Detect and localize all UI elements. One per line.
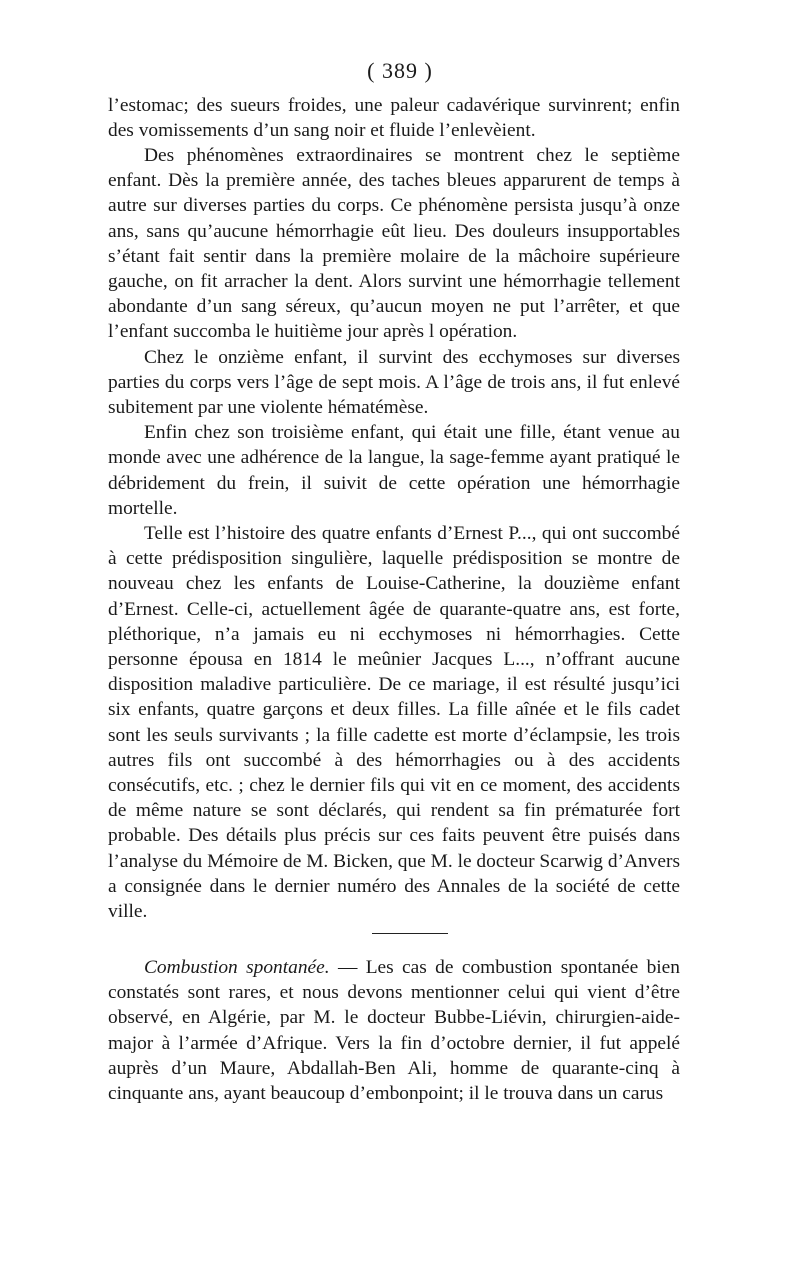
continued-paragraph — [108, 93, 680, 143]
paragraph-history: Telle est l’histoire des quatre enfants d’Ernest P..., qui ont succombé à cette prédisposition singulière, laquelle prédisposition se montre de nouveau chez les enfants de Louise-Catherine, la douzième enfant d’Ernest. Celle-ci, actuellement âgée de quarante-quatre ans, est forte, pléthorique, n’a jamais eu ni ecchymoses ni hémorrhagies. Cette personne épousa en 1814 le meûnier Jacques L..., n’offrant aucune disposition maladive particulière. De ce mariage, il est résulté jusqu’ici six enfants, quatre garçons et deux filles. La fille aînée et le fils cadet sont les seuls survivants ; la fille cadette est morte d’éclampsie, les trois autres fils ont succombé à des hémorrhagies ou à des accidents consécutifs, etc. ; chez le dernier fils qui vit en ce moment, des accidents de même nature se sont déclarés, qui rendent sa fin prématurée fort probable. Des détails plus précis sur ces faits peuvent être puisés dans l’analyse du Mémoire de M. Bicken, que M. le docteur Scarwig d’Anvers a consignée dans le dernier numéro des Annales de la société de cette ville. — [108, 523, 680, 923]
section-combustion — [108, 955, 680, 1106]
paragraph-continuation: l’estomac; des sueurs froides, une paleur cadavérique survinrent; enfin des vomissements d’un sang noir et fluide l’enlevèient. — [108, 95, 680, 142]
section-text: — Les cas de combustion spontanée bien constatés sont rares, et nous devons mentionner celui qui vient d’être observé, en Algérie, par M. le docteur Bubbe-Liévin, chirurgien-aide-major à l’armée d’Afrique. Vers la fin d’octobre dernier, il fut appelé auprès d’un Maure, Abdallah-Ben Ali, homme de quarante-cinq à cinquante ans, ayant beaucoup d’embonpoint; il le trouva dans un carus — [108, 957, 680, 1105]
paragraph-combustion — [108, 955, 680, 1106]
paragraph-seventh-child: Des phénomènes extraordinaires se montrent chez le septième enfant. Dès la première année, des taches bleues apparurent de temps à autre sur diverses parties du corps. Ce phénomène persista jusqu’à onze ans, sans qu’aucune hémorrhagie eût lieu. Des douleurs insupportables s’étant fait sentir dans la première molaire de la mâchoire supérieure gauche, on fit arracher la dent. Alors survint une hémorrhagie tellement abondante d’un sang séreux, qu’aucun moyen ne put l’arrêter, et que l’enfant succomba le huitième jour après l opération. — [108, 145, 680, 343]
page-number: ( 389 ) — [367, 58, 433, 83]
paragraph-eleventh-child: Chez le onzième enfant, il survint des ecchymoses sur diverses parties du corps vers l’âge de sept mois. A l’âge de trois ans, il fut enlevé subitement par une violente hématémèse. — [108, 346, 680, 419]
section-heading: Combustion spontanée. — [144, 957, 330, 978]
section-divider — [372, 933, 448, 934]
main-text — [108, 143, 680, 924]
paragraph-third-child: Enfin chez son troisième enfant, qui était une fille, étant venue au monde avec une adhérence de la langue, la sage-femme ayant pratiqué le débridement du frein, il suivit de cette opération une hémorrhagie mortelle. — [108, 422, 680, 519]
